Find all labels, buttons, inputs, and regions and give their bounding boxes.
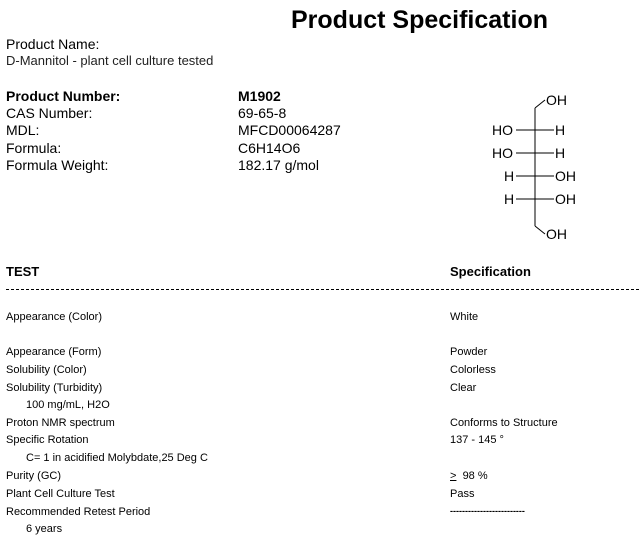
cas-number-label: CAS Number: xyxy=(6,105,93,121)
structure-row-right: H xyxy=(555,122,566,138)
spec-cell: Clear xyxy=(450,382,477,394)
test-cell: Appearance (Form) xyxy=(6,346,102,358)
header-divider xyxy=(6,289,639,290)
spec-cell: White xyxy=(450,311,479,323)
test-cell: Recommended Retest Period xyxy=(6,506,151,518)
product-name-value: D-Mannitol - plant cell culture tested xyxy=(6,53,214,68)
spec-cell: ------------------------- xyxy=(450,506,525,516)
structure-top-oh: OH xyxy=(546,92,567,108)
test-cell: Solubility (Color) xyxy=(6,364,87,376)
structure-diagram xyxy=(480,86,580,246)
structure-row-left: HO xyxy=(492,145,513,161)
test-cell: Solubility (Turbidity) xyxy=(6,382,103,394)
test-cell: Proton NMR spectrum xyxy=(6,417,115,429)
formula-value: C6H14O6 xyxy=(238,140,301,156)
test-column-header: TEST xyxy=(6,264,40,279)
test-cell-detail: 100 mg/mL, H2O xyxy=(26,399,110,411)
spec-cell: Conforms to Structure xyxy=(450,417,558,429)
formula-label: Formula: xyxy=(6,140,62,156)
spec-cell: Colorless xyxy=(450,364,496,376)
structure-row-right: OH xyxy=(555,168,576,184)
structure-row-left: HO xyxy=(492,122,513,138)
test-cell: Purity (GC) xyxy=(6,470,61,482)
structure-row-right: OH xyxy=(555,191,576,207)
test-cell-detail: C= 1 in acidified Molybdate,25 Deg C xyxy=(26,452,208,464)
formula-weight-value: 182.17 g/mol xyxy=(238,157,319,173)
structure-bottom-oh: OH xyxy=(546,226,567,242)
spec-cell: 137 - 145 ° xyxy=(450,434,504,446)
spec-column-header: Specification xyxy=(450,264,531,279)
top-bond xyxy=(535,100,545,108)
purity-value: 98 % xyxy=(462,470,488,482)
product-name-label: Product Name: xyxy=(6,36,100,52)
product-number-label: Product Number: xyxy=(6,88,121,104)
spec-cell: Pass xyxy=(450,488,475,500)
bottom-bond xyxy=(535,226,545,234)
formula-weight-label: Formula Weight: xyxy=(6,157,109,173)
test-cell: Specific Rotation xyxy=(6,434,89,446)
greater-equal-symbol: > xyxy=(450,470,457,482)
product-number-value: M1902 xyxy=(238,88,281,104)
structure-row-left: H xyxy=(504,191,515,207)
page-title: Product Specification xyxy=(291,6,548,34)
spec-cell-purity xyxy=(450,470,488,482)
mdl-label: MDL: xyxy=(6,122,40,138)
test-cell-detail: 6 years xyxy=(26,523,63,535)
structure-row-left: H xyxy=(504,168,515,184)
spec-cell: Powder xyxy=(450,346,488,358)
test-cell: Plant Cell Culture Test xyxy=(6,488,115,500)
cas-number-value: 69-65-8 xyxy=(238,105,287,121)
test-cell: Appearance (Color) xyxy=(6,311,102,323)
mdl-value: MFCD00064287 xyxy=(238,122,341,138)
structure-row-right: H xyxy=(555,145,566,161)
